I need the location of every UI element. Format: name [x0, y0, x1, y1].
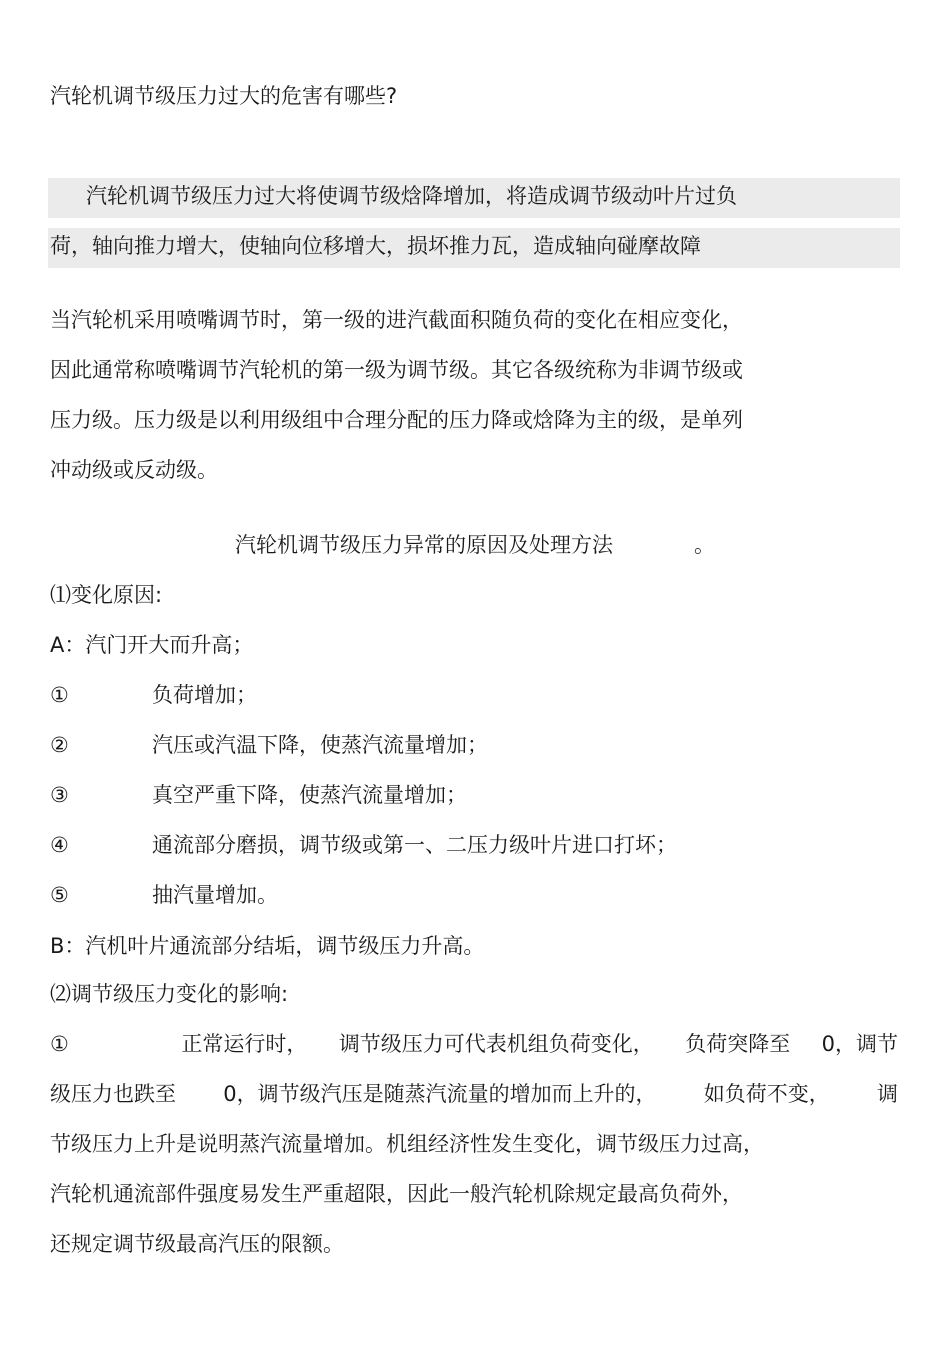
effect-seg-5: 级压力也跌至: [50, 1082, 176, 1106]
item-text-2: 汽压或汽温下降，使蒸汽流量增加；: [152, 733, 488, 757]
item-text-3: 真空严重下降，使蒸汽流量增加；: [152, 783, 467, 807]
answer-line-1: 汽轮机调节级压力过大将使调节级焓降增加，将造成调节级动叶片过负: [86, 184, 737, 208]
item-number-1: ①: [50, 683, 69, 707]
item-text-5: 抽汽量增加。: [152, 883, 278, 907]
intro-line-3: 压力级。压力级是以利用级组中合理分配的压力降或焓降为主的级，是单列: [50, 408, 743, 432]
intro-line-4: 冲动级或反动级。: [50, 458, 218, 482]
cause-b: B：汽机叶片通流部分结垢，调节级压力升高。: [50, 934, 485, 958]
section-title-mark: 。: [694, 533, 715, 557]
effect-seg-7: 如负荷不变，: [703, 1082, 830, 1106]
effect-seg-4: 0，调节: [821, 1032, 898, 1056]
item-text-4: 通流部分磨损，调节级或第一、二压力级叶片进口打坏；: [152, 833, 677, 857]
part2-heading: ⑵调节级压力变化的影响:: [50, 982, 289, 1006]
effect-seg-3: 负荷突降至: [685, 1032, 791, 1056]
item-number-4: ④: [50, 833, 69, 857]
item-number-2: ②: [50, 733, 69, 757]
intro-line-1: 当汽轮机采用喷嘴调节时，第一级的进汽截面积随负荷的变化在相应变化，: [50, 308, 743, 332]
cause-a: A：汽门开大而升高；: [50, 633, 254, 657]
effect-line-1: [50, 1030, 898, 1058]
effect-number: ①: [50, 1032, 69, 1056]
intro-line-2: 因此通常称喷嘴调节汽轮机的第一级为调节级。其它各级统称为非调节级或: [50, 358, 743, 382]
item-number-5: ⑤: [50, 883, 69, 907]
answer-line-2: 荷，轴向推力增大，使轴向位移增大，损坏推力瓦，造成轴向碰摩故障: [50, 234, 701, 258]
item-text-1: 负荷增加；: [152, 683, 257, 707]
question-heading: 汽轮机调节级压力过大的危害有哪些?: [50, 84, 398, 108]
item-number-3: ③: [50, 783, 69, 807]
effect-line-3: 节级压力上升是说明蒸汽流量增加。机组经济性发生变化，调节级压力过高，: [50, 1132, 764, 1156]
effect-seg-8: 调: [876, 1082, 898, 1106]
effect-line-4: 汽轮机通流部件强度易发生严重超限，因此一般汽轮机除规定最高负荷外，: [50, 1182, 743, 1206]
effect-line-5: 还规定调节级最高汽压的限额。: [50, 1232, 344, 1256]
part1-heading: ⑴变化原因:: [50, 583, 163, 607]
effect-seg-2: 调节级压力可代表机组负荷变化，: [338, 1032, 654, 1056]
effect-seg-6: 0，调节级汽压是随蒸汽流量的增加而上升的，: [223, 1082, 657, 1106]
effect-line-2: [50, 1080, 898, 1108]
effect-seg-1: 正常运行时，: [181, 1032, 308, 1056]
section-title: 汽轮机调节级压力异常的原因及处理方法: [235, 533, 613, 557]
